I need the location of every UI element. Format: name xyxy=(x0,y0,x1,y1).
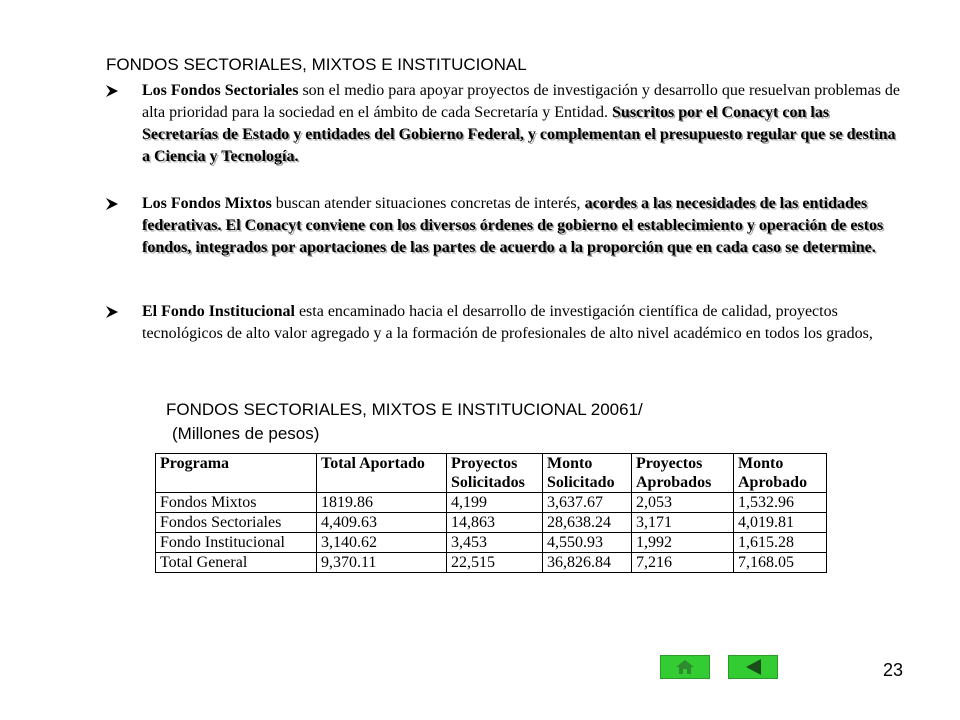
table-cell: Total General xyxy=(156,553,317,573)
table-cell: Fondos Mixtos xyxy=(156,493,317,513)
table-cell: 1,992 xyxy=(632,533,734,553)
bullet-text: esta encaminado hacia el desarrollo de investigación científica de calidad, proyectos tecnológicos de alto valor agregado y a la formación de profesionales de alto nivel académico en todos los grados, xyxy=(142,303,873,342)
bullet-emphasis: acordes a las necesidades de las entidades federativas. El Conacyt conviene con los diversos órdenes de gobierno el establecimiento y operación de estos fondos, integrados por aportaciones de las partes de acuerdo a la proporción que en cada caso se determine. xyxy=(142,195,884,256)
bullet-emphasis: Suscritos por el Conacyt con las Secretarías de Estado y entidades del Gobierno Federal, y complementan el presupuesto regular que se destina a Ciencia y Tecnología. xyxy=(142,104,896,165)
page-number: 23 xyxy=(883,660,904,680)
back-arrow-icon xyxy=(743,658,763,676)
table-cell: 4,550.93 xyxy=(543,533,632,553)
bullet-text: son el medio para apoyar proyectos de investigación y desarrollo que resuelvan problemas de alta prioridad para la sociedad en el ámbito de cada Secretaría y Entidad. xyxy=(142,82,901,121)
table-cell: 4,409.63 xyxy=(317,513,447,533)
table-cell: 3,140.62 xyxy=(317,533,447,553)
table-cell: 3,453 xyxy=(447,533,543,553)
table-cell: 22,515 xyxy=(447,553,543,573)
bullet-fondo-institucional xyxy=(106,301,906,345)
bullet-fondos-sectoriales xyxy=(106,80,906,168)
table-cell: 1,615.28 xyxy=(734,533,827,553)
header-cell: Monto Aprobado xyxy=(734,454,827,493)
table-subtitle: (Millones de pesos) xyxy=(172,424,320,443)
home-icon xyxy=(675,659,695,675)
table-header-row xyxy=(156,454,827,493)
table-title: FONDOS SECTORIALES, MIXTOS E INSTITUCIONAL 20061/ xyxy=(166,400,643,419)
table-cell: 7,168.05 xyxy=(734,553,827,573)
arrow-bullet-icon xyxy=(106,85,118,97)
bullet-lead: Los Fondos Sectoriales xyxy=(142,82,299,99)
table-cell: 4,019.81 xyxy=(734,513,827,533)
table-cell: 7,216 xyxy=(632,553,734,573)
table-cell: 9,370.11 xyxy=(317,553,447,573)
table-cell: 3,171 xyxy=(632,513,734,533)
arrow-bullet-icon xyxy=(106,198,118,210)
arrow-bullet-icon xyxy=(106,306,118,318)
bullet-fondos-mixtos xyxy=(106,193,906,259)
table-row xyxy=(156,553,827,573)
table-cell: 14,863 xyxy=(447,513,543,533)
table-cell: Fondo Institucional xyxy=(156,533,317,553)
home-button[interactable] xyxy=(660,655,710,679)
page-title: FONDOS SECTORIALES, MIXTOS E INSTITUCIONAL xyxy=(106,55,527,74)
table-cell: 2,053 xyxy=(632,493,734,513)
table-cell: Fondos Sectoriales xyxy=(156,513,317,533)
header-cell: Proyectos Aprobados xyxy=(632,454,734,493)
table-row xyxy=(156,493,827,513)
table-cell: 3,637.67 xyxy=(543,493,632,513)
table-cell: 36,826.84 xyxy=(543,553,632,573)
bullet-lead: Los Fondos Mixtos xyxy=(142,195,272,212)
header-cell: Monto Solicitado xyxy=(543,454,632,493)
funds-table xyxy=(155,453,827,573)
table-row xyxy=(156,513,827,533)
header-cell: Total Aportado xyxy=(317,454,447,493)
table-cell: 1,532.96 xyxy=(734,493,827,513)
table-row xyxy=(156,533,827,553)
table-cell: 1819.86 xyxy=(317,493,447,513)
bullet-lead: El Fondo Institucional xyxy=(142,303,295,320)
header-cell: Proyectos Solicitados xyxy=(447,454,543,493)
table-cell: 28,638.24 xyxy=(543,513,632,533)
bullet-text: buscan atender situaciones concretas de interés, xyxy=(271,195,585,212)
table-cell: 4,199 xyxy=(447,493,543,513)
back-button[interactable] xyxy=(728,655,778,679)
header-cell: Programa xyxy=(156,454,317,493)
